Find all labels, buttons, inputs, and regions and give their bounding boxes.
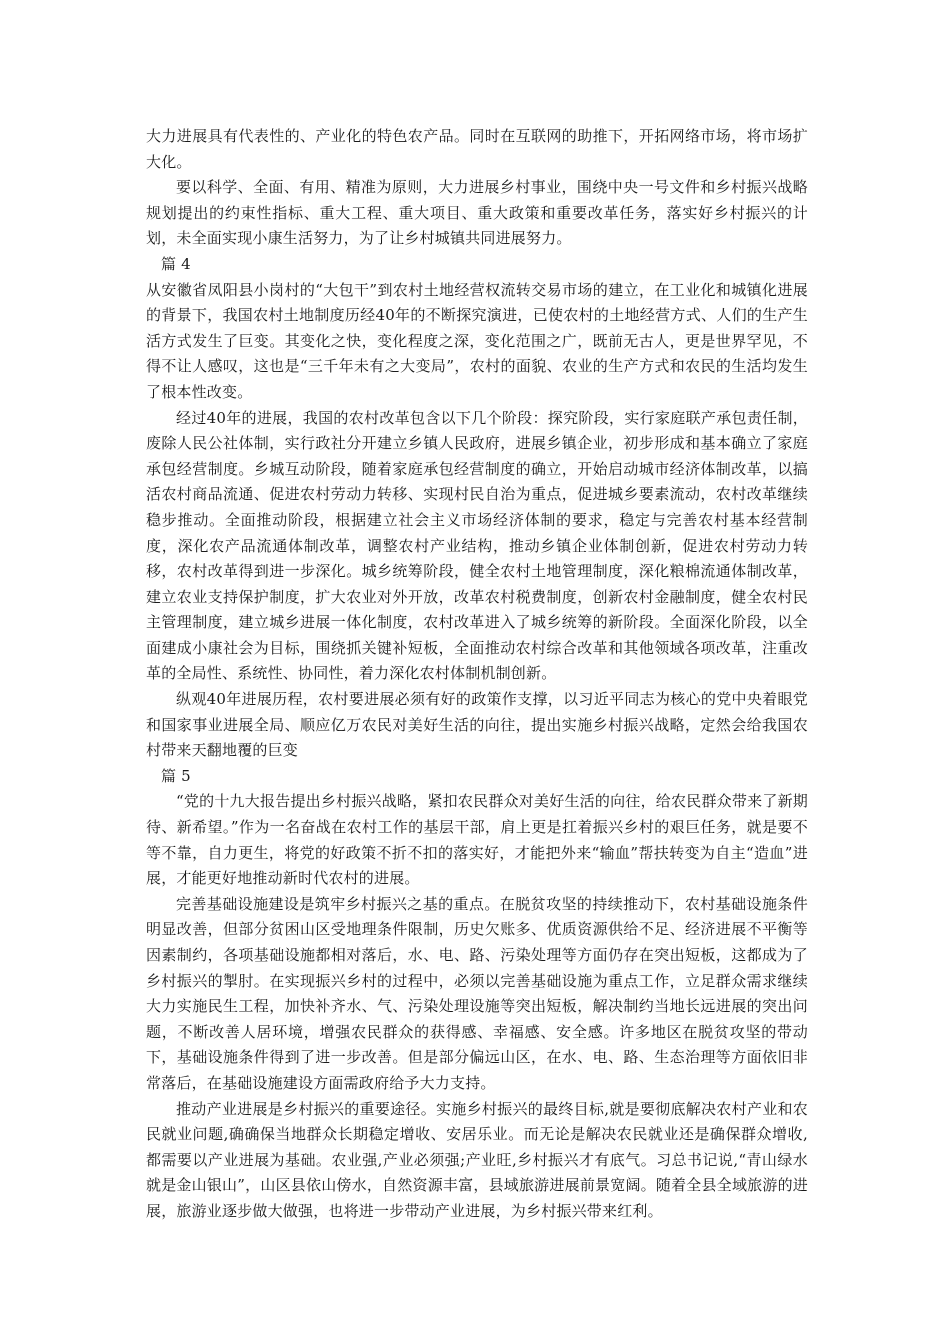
paragraph: “党的十九大报告提出乡村振兴战略，紧扣农民群众对美好生活的向往，给农民群众带来了新期待、新希望。”作为一名奋战在农村工作的基层干部，肩上更是扛着振兴乡村的艰巨任务，就是要不等不靠，自力更生，将党的好政策不折不扣的落实好，才能把外来“输血”帮扶转变为自主“造血”进展，才能更好地推动新时代农村的进展。 [146,792,808,888]
paragraph: 经过40年的进展，我国的农村改革包含以下几个阶段：探究阶段，实行家庭联产承包责任制，废除人民公社体制，实行政社分开建立乡镇人民政府，进展乡镇企业，初步形成和基本确立了家庭承包经营制度。乡城互动阶段，随着家庭承包经营制度的确立，开始启动城市经济体制改革，以搞活农村商品流通、促进农村劳动力转移、实现村民自治为重点，促进城乡要素流动，农村改革继续稳步推动。全面推动阶段，根据建立社会主义市场经济体制的要求，稳定与完善农村基本经营制度，深化农产品流通体制改革，调整农村产业结构，推动乡镇企业体制创新，促进农村劳动力转移，农村改革得到进一步深化。城乡统筹阶段，健全农村土地管理制度，深化粮棉流通体制改革，建立农业支持保护制度，扩大农业对外开放，改革农村税费制度，创新农村金融制度，健全农村民主管理制度，建立城乡进展一体化制度，农村改革进入了城乡统筹的新阶段。全面深化阶段，以全面建成小康社会为目标，围绕抓关键补短板，全面推动农村综合改革和其他领域各项改革，注重改革的全局性、系统性、协同性，着力深化农村体制机制创新。 [146,408,808,683]
paragraph: 推动产业进展是乡村振兴的重要途径。实施乡村振兴的最终目标,就是要彻底解决农村产业和农民就业问题,确确保当地群众长期稳定增收、安居乐业。而无论是解决农民就业还是确保群众增收,都需要以产业进展为基础。农业强,产业必须强;产业旺,乡村振兴才有底气。习总书记说,“青山绿水就是金山银山”，山区县依山傍水，自然资源丰富，县域旅游进展前景宽阔。随着全县全域旅游的进展，旅游业逐步做大做强，也将进一步带动产业进展，为乡村振兴带来红利。 [146,1099,808,1220]
paragraph: 完善基础设施建设是筑牢乡村振兴之基的重点。在脱贫攻坚的持续推动下，农村基础设施条件明显改善，但部分贫困山区受地理条件限制，历史欠账多、优质资源供给不足、经济进展不平衡等因素制约，各项基础设施都相对落后，水、电、路、污染处理等方面仍存在突出短板，这都成为了乡村振兴的掣肘。在实现振兴乡村的过程中，必须以完善基础设施为重点工作，立足群众需求继续大力实施民生工程，加快补齐水、气、污染处理设施等突出短板，解决制约当地长远进展的突出问题，不断改善人居环境，增强农民群众的获得感、幸福感、安全感。许多地区在脱贫攻坚的带动下，基础设施条件得到了进一步改善。但是部分偏远山区，在水、电、路、生态治理等方面依旧非常落后，在基础设施建设方面需政府给予大力支持。 [146,894,808,1092]
paragraph: 从安徽省凤阳县小岗村的“大包干”到农村土地经营权流转交易市场的建立，在工业化和城镇化进展的背景下，我国农村土地制度历经40年的不断探究演进，已使农村的土地经营方式、人们的生产生活方式发生了巨变。其变化之快，变化程度之深，变化范围之广，既前无古人，更是世界罕见，不得不让人感叹，这也是“三千年未有之大变局”，农村的面貌、农业的生产方式和农民的生活均发生了根本性改变。 [146,280,808,401]
document-body [146,124,808,1225]
section-heading-4: 篇 4 [161,254,191,273]
paragraph-continued: 大力进展具有代表性的、产业化的特色农产品。同时在互联网的助推下，开拓网络市场，将市场扩大化。 [146,127,808,171]
section-heading-5: 篇 5 [161,766,191,785]
paragraph: 要以科学、全面、有用、精准为原则，大力进展乡村事业，围绕中央一号文件和乡村振兴战略规划提出的约束性指标、重大工程、重大项目、重大政策和重要改革任务，落实好乡村振兴的计划，未全面实现小康生活努力，为了让乡村城镇共同进展努力。 [146,178,808,248]
paragraph: 纵观40年进展历程，农村要进展必须有好的政策作支撑，以习近平同志为核心的党中央着眼党和国家事业进展全局、顺应亿万农民对美好生活的向往，提出实施乡村振兴战略，定然会给我国农村带来天翻地覆的巨变 [146,690,808,760]
